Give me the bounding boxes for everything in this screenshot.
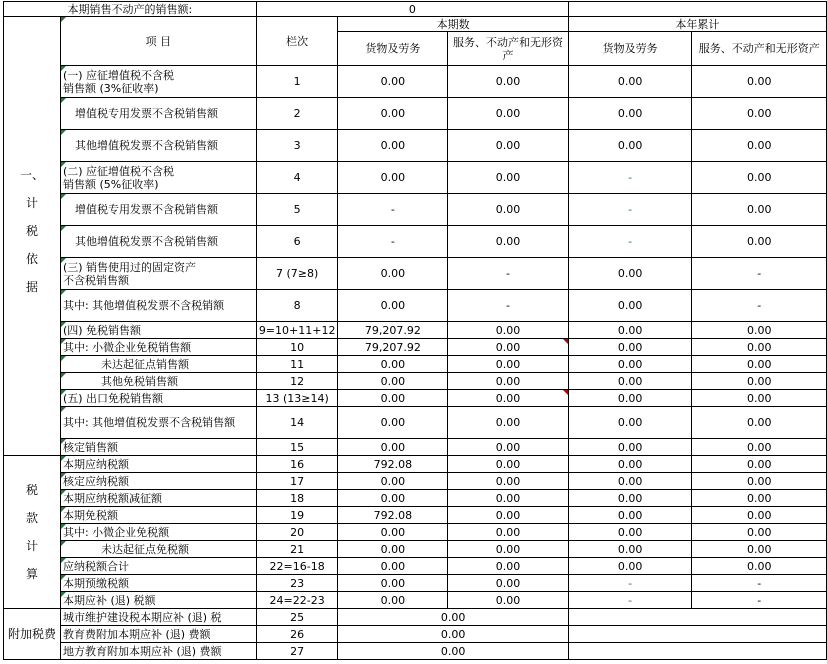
row-number: 24=22-23 bbox=[256, 592, 338, 609]
row-item-label: 其中: 其他增值税发票不含税销售额 bbox=[60, 407, 256, 439]
cell-current-services: 0.00 bbox=[448, 524, 569, 541]
cell-current-goods: 0.00 bbox=[338, 558, 448, 575]
cell-ytd-goods: 0.00 bbox=[568, 356, 692, 373]
row-number: 19 bbox=[256, 507, 338, 524]
cell-ytd-goods: 0.00 bbox=[568, 66, 692, 98]
cell-current-goods: 0.00 bbox=[338, 541, 448, 558]
category-tax-calculation bbox=[4, 456, 61, 609]
data-row bbox=[4, 507, 827, 524]
surcharge-number: 27 bbox=[256, 643, 338, 660]
surcharge-item-label: 教育费附加本期应补 (退) 费额 bbox=[60, 626, 256, 643]
cell-ytd-goods: 0.00 bbox=[568, 507, 692, 524]
cell-ytd-goods: 0.00 bbox=[568, 373, 692, 390]
cell-ytd-goods: 0.00 bbox=[568, 322, 692, 339]
row-item-label: 其中: 其他增值税发票不含税销额 bbox=[60, 290, 256, 322]
cell-current-goods: 0.00 bbox=[338, 407, 448, 439]
cell-current-services: 0.00 bbox=[448, 339, 569, 356]
real-estate-blank bbox=[568, 2, 826, 17]
cell-current-services: 0.00 bbox=[448, 541, 569, 558]
cell-ytd-services: 0.00 bbox=[692, 390, 827, 407]
cell-ytd-services: 0.00 bbox=[692, 473, 827, 490]
data-row bbox=[4, 592, 827, 609]
cell-ytd-goods: 0.00 bbox=[568, 456, 692, 473]
surcharge-value: 0.00 bbox=[338, 609, 568, 626]
cell-current-services: 0.00 bbox=[448, 407, 569, 439]
category-char: 税 bbox=[25, 224, 38, 238]
header-goods2: 货物及劳务 bbox=[568, 32, 692, 66]
cell-ytd-services: 0.00 bbox=[692, 66, 827, 98]
cell-ytd-services: 0.00 bbox=[692, 339, 827, 356]
surcharge-number: 25 bbox=[256, 609, 338, 626]
cell-ytd-services: 0.00 bbox=[692, 507, 827, 524]
surcharge-value: 0.00 bbox=[338, 626, 568, 643]
data-row bbox=[4, 473, 827, 490]
cell-ytd-services: 0.00 bbox=[692, 373, 827, 390]
data-row bbox=[4, 339, 827, 356]
row-number: 3 bbox=[256, 130, 338, 162]
cell-current-services: 0.00 bbox=[448, 575, 569, 592]
cell-current-goods: - bbox=[338, 194, 448, 226]
cell-current-services: 0.00 bbox=[448, 490, 569, 507]
row-item-label: (五) 出口免税销售额 bbox=[60, 390, 256, 407]
row-number: 4 bbox=[256, 162, 338, 194]
row-number: 21 bbox=[256, 541, 338, 558]
cell-ytd-services: 0.00 bbox=[692, 194, 827, 226]
row-item-label: 其他增值税发票不含税销售额 bbox=[60, 226, 256, 258]
cell-ytd-goods: - bbox=[568, 194, 692, 226]
row-number: 23 bbox=[256, 575, 338, 592]
row-number: 16 bbox=[256, 456, 338, 473]
category-tax-basis bbox=[4, 17, 61, 456]
cell-ytd-goods: 0.00 bbox=[568, 473, 692, 490]
cell-ytd-services: - bbox=[692, 575, 827, 592]
category-surcharge: 附加税费 bbox=[4, 609, 61, 660]
cell-current-goods: 0.00 bbox=[338, 98, 448, 130]
category-char: 款 bbox=[25, 511, 38, 525]
row-item-label: 其中: 小微企业免税销售额 bbox=[60, 339, 256, 356]
vat-return-table bbox=[3, 1, 827, 660]
cell-current-services: 0.00 bbox=[448, 558, 569, 575]
cell-current-services: - bbox=[448, 290, 569, 322]
data-row bbox=[4, 226, 827, 258]
data-row bbox=[4, 390, 827, 407]
cell-ytd-goods: 0.00 bbox=[568, 98, 692, 130]
cell-current-goods: 79,207.92 bbox=[338, 339, 448, 356]
cell-current-goods: 0.00 bbox=[338, 356, 448, 373]
cell-ytd-goods: 0.00 bbox=[568, 258, 692, 290]
surcharge-row bbox=[4, 643, 827, 660]
cell-current-goods: 0.00 bbox=[338, 524, 448, 541]
row-item-label: (四) 免税销售额 bbox=[60, 322, 256, 339]
cell-ytd-services: 0.00 bbox=[692, 322, 827, 339]
cell-ytd-goods: 0.00 bbox=[568, 524, 692, 541]
data-row bbox=[4, 258, 827, 290]
surcharge-row bbox=[4, 609, 827, 626]
data-row bbox=[4, 162, 827, 194]
cell-ytd-services: 0.00 bbox=[692, 490, 827, 507]
cell-ytd-goods: 0.00 bbox=[568, 130, 692, 162]
cell-current-services: 0.00 bbox=[448, 98, 569, 130]
header-year-to-date: 本年累计 bbox=[568, 17, 826, 32]
cell-current-services: 0.00 bbox=[448, 322, 569, 339]
real-estate-label: 本期销售不动产的销售额: bbox=[4, 2, 257, 17]
cell-current-goods: 0.00 bbox=[338, 592, 448, 609]
row-number: 20 bbox=[256, 524, 338, 541]
cell-current-goods: 0.00 bbox=[338, 373, 448, 390]
data-row bbox=[4, 194, 827, 226]
cell-current-services: 0.00 bbox=[448, 356, 569, 373]
category-char: 据 bbox=[25, 280, 38, 294]
data-row bbox=[4, 575, 827, 592]
row-item-label: 未达起征点免税额 bbox=[60, 541, 256, 558]
cell-current-services: 0.00 bbox=[448, 162, 569, 194]
header-services: 服务、不动产和无形资产 bbox=[448, 32, 569, 66]
header-services2: 服务、不动产和无形资产 bbox=[692, 32, 827, 66]
cell-ytd-services: 0.00 bbox=[692, 541, 827, 558]
cell-ytd-services: 0.00 bbox=[692, 524, 827, 541]
cell-current-services: 0.00 bbox=[448, 373, 569, 390]
row-number: 22=16-18 bbox=[256, 558, 338, 575]
cell-current-goods: 0.00 bbox=[338, 390, 448, 407]
surcharge-number: 26 bbox=[256, 626, 338, 643]
data-row bbox=[4, 524, 827, 541]
cell-ytd-goods: - bbox=[568, 226, 692, 258]
row-number: 11 bbox=[256, 356, 338, 373]
row-number: 5 bbox=[256, 194, 338, 226]
cell-current-goods: 0.00 bbox=[338, 490, 448, 507]
cell-current-goods: 0.00 bbox=[338, 130, 448, 162]
cell-current-services: 0.00 bbox=[448, 66, 569, 98]
cell-ytd-goods: 0.00 bbox=[568, 390, 692, 407]
row-item-label: 未达起征点销售额 bbox=[60, 356, 256, 373]
cell-current-services: 0.00 bbox=[448, 439, 569, 456]
data-row bbox=[4, 66, 827, 98]
header-real-estate-row bbox=[4, 2, 827, 17]
row-item-label: 其他增值税发票不含税销售额 bbox=[60, 130, 256, 162]
cell-current-goods: 0.00 bbox=[338, 290, 448, 322]
surcharge-value: 0.00 bbox=[338, 643, 568, 660]
row-number: 6 bbox=[256, 226, 338, 258]
data-row bbox=[4, 407, 827, 439]
cell-ytd-goods: 0.00 bbox=[568, 339, 692, 356]
surcharge-item-label: 城市维护建设税本期应补 (退) 税 bbox=[60, 609, 256, 626]
row-number: 17 bbox=[256, 473, 338, 490]
cell-current-services: 0.00 bbox=[448, 456, 569, 473]
row-item-label: 其中: 小微企业免税额 bbox=[60, 524, 256, 541]
row-number: 18 bbox=[256, 490, 338, 507]
row-item-label: 本期预缴税额 bbox=[60, 575, 256, 592]
row-item-label: 核定销售额 bbox=[60, 439, 256, 456]
data-row bbox=[4, 439, 827, 456]
category-char: 依 bbox=[25, 252, 38, 266]
row-item-label: 本期应纳税额 bbox=[60, 456, 256, 473]
cell-ytd-goods: 0.00 bbox=[568, 490, 692, 507]
cell-current-goods: - bbox=[338, 226, 448, 258]
surcharge-item-label: 地方教育附加本期应补 (退) 费额 bbox=[60, 643, 256, 660]
cell-ytd-goods: - bbox=[568, 162, 692, 194]
category-char: 算 bbox=[25, 567, 38, 581]
data-row bbox=[4, 98, 827, 130]
cell-ytd-goods: 0.00 bbox=[568, 439, 692, 456]
surcharge-blank bbox=[568, 626, 826, 643]
cell-ytd-services: 0.00 bbox=[692, 439, 827, 456]
cell-current-goods: 0.00 bbox=[338, 162, 448, 194]
cell-current-goods: 0.00 bbox=[338, 575, 448, 592]
row-item-label: 其他免税销售额 bbox=[60, 373, 256, 390]
cell-ytd-goods: - bbox=[568, 592, 692, 609]
category-char: 计 bbox=[25, 196, 38, 210]
cell-ytd-services: - bbox=[692, 258, 827, 290]
cell-current-services: 0.00 bbox=[448, 130, 569, 162]
header-current-period: 本期数 bbox=[338, 17, 568, 32]
data-row bbox=[4, 541, 827, 558]
cell-ytd-services: 0.00 bbox=[692, 130, 827, 162]
cell-current-services: - bbox=[448, 258, 569, 290]
cell-ytd-services: 0.00 bbox=[692, 356, 827, 373]
row-item-label: (三) 销售使用过的固定资产 不含税销售额 bbox=[60, 258, 256, 290]
category-char: 计 bbox=[25, 539, 38, 553]
cell-current-services: 0.00 bbox=[448, 473, 569, 490]
surcharge-blank bbox=[568, 643, 826, 660]
row-number: 9=10+11+12 bbox=[256, 322, 338, 339]
cell-current-services: 0.00 bbox=[448, 390, 569, 407]
row-number: 14 bbox=[256, 407, 338, 439]
header-col-no: 栏次 bbox=[256, 17, 338, 66]
row-number: 2 bbox=[256, 98, 338, 130]
row-number: 15 bbox=[256, 439, 338, 456]
cell-ytd-goods: 0.00 bbox=[568, 290, 692, 322]
data-row bbox=[4, 322, 827, 339]
row-number: 13 (13≥14) bbox=[256, 390, 338, 407]
cell-ytd-services: - bbox=[692, 592, 827, 609]
data-row bbox=[4, 456, 827, 473]
row-item-label: (二) 应征增值税不含税 销售额 (5%征收率) bbox=[60, 162, 256, 194]
cell-current-goods: 792.08 bbox=[338, 456, 448, 473]
data-row bbox=[4, 558, 827, 575]
data-row bbox=[4, 130, 827, 162]
cell-ytd-services: 0.00 bbox=[692, 558, 827, 575]
row-item-label: 本期应纳税额减征额 bbox=[60, 490, 256, 507]
cell-current-services: 0.00 bbox=[448, 592, 569, 609]
cell-ytd-goods: 0.00 bbox=[568, 407, 692, 439]
cell-current-goods: 0.00 bbox=[338, 66, 448, 98]
cell-ytd-services: - bbox=[692, 290, 827, 322]
cell-ytd-services: 0.00 bbox=[692, 162, 827, 194]
cell-current-services: 0.00 bbox=[448, 194, 569, 226]
cell-current-goods: 79,207.92 bbox=[338, 322, 448, 339]
cell-current-goods: 0.00 bbox=[338, 439, 448, 456]
row-number: 1 bbox=[256, 66, 338, 98]
row-number: 8 bbox=[256, 290, 338, 322]
row-item-label: (一) 应征增值税不含税 销售额 (3%征收率) bbox=[60, 66, 256, 98]
surcharge-blank bbox=[568, 609, 826, 626]
cell-current-goods: 0.00 bbox=[338, 473, 448, 490]
row-item-label: 增值税专用发票不含税销售额 bbox=[60, 98, 256, 130]
data-row bbox=[4, 373, 827, 390]
cell-ytd-services: 0.00 bbox=[692, 456, 827, 473]
data-row bbox=[4, 356, 827, 373]
data-row bbox=[4, 490, 827, 507]
category-char: 一、 bbox=[19, 168, 44, 182]
cell-current-goods: 0.00 bbox=[338, 258, 448, 290]
row-number: 7 (7≥8) bbox=[256, 258, 338, 290]
cell-ytd-services: 0.00 bbox=[692, 98, 827, 130]
row-item-label: 核定应纳税额 bbox=[60, 473, 256, 490]
cell-ytd-goods: 0.00 bbox=[568, 541, 692, 558]
row-number: 10 bbox=[256, 339, 338, 356]
row-item-label: 应纳税额合计 bbox=[60, 558, 256, 575]
row-item-label: 增值税专用发票不含税销售额 bbox=[60, 194, 256, 226]
cell-ytd-services: 0.00 bbox=[692, 407, 827, 439]
real-estate-value: 0 bbox=[256, 2, 568, 17]
row-item-label: 本期应补 (退) 税额 bbox=[60, 592, 256, 609]
row-number: 12 bbox=[256, 373, 338, 390]
cell-ytd-goods: 0.00 bbox=[568, 558, 692, 575]
cell-ytd-goods: - bbox=[568, 575, 692, 592]
cell-current-services: 0.00 bbox=[448, 507, 569, 524]
header-item: 项 目 bbox=[60, 17, 256, 66]
data-row bbox=[4, 290, 827, 322]
cell-current-goods: 792.08 bbox=[338, 507, 448, 524]
cell-current-services: 0.00 bbox=[448, 226, 569, 258]
header-goods: 货物及劳务 bbox=[338, 32, 448, 66]
category-char: 税 bbox=[25, 483, 38, 497]
row-item-label: 本期免税额 bbox=[60, 507, 256, 524]
surcharge-row bbox=[4, 626, 827, 643]
cell-ytd-services: 0.00 bbox=[692, 226, 827, 258]
column-header-row-1 bbox=[4, 17, 827, 32]
